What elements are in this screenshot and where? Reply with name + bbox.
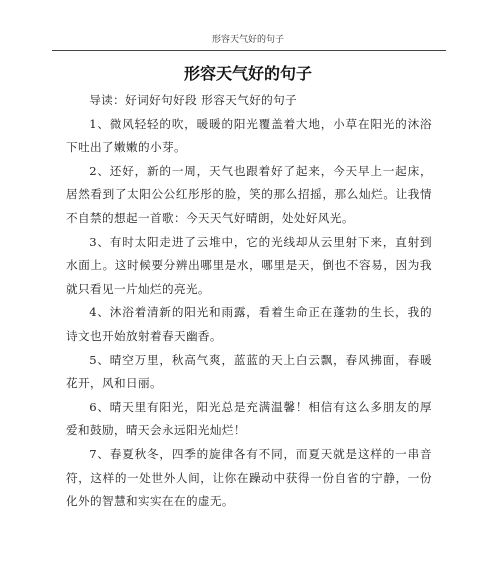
paragraph: 5、晴空万里，秋高气爽，蓝蓝的天上白云飘，春风拂面，春暖花开，风和日丽。 — [66, 352, 432, 391]
paragraph: 2、还好，新的一周，天气也跟着好了起来，今天早上一起床，居然看到了太阳公公红彤彤的脸，笑的那么招摇，那么灿烂。让我情不自禁的想起一首歌：今天天气好晴朗，处处好风光。 — [66, 163, 432, 225]
document-body — [66, 89, 432, 514]
lead-paragraph: 导读：好词好句好段 形容天气好的句子 — [89, 93, 298, 107]
paragraph: 7、春夏秋冬，四季的旋律各有不同，而夏天就是这样的一串音符，这样的一处世外人间，让你在躁动中获得一份自省的宁静，一份化外的智慧和实实在在的虚无。 — [66, 446, 432, 509]
running-header: 形容天气好的句子 — [211, 35, 284, 45]
document-title: 形容天气好的句子 — [183, 64, 312, 83]
paragraph: 3、有时太阳走进了云堆中，它的光线却从云里射下来，直射到水面上。这时候要分辨出哪里是水，哪里是天，倒也不容易，因为我就只看见一片灿烂的亮光。 — [66, 234, 432, 296]
paragraph: 4、沐浴着清新的阳光和雨露，看着生命正在蓬勃的生长，我的诗文也开始放射着春天幽香。 — [66, 305, 432, 343]
paragraph: 6、晴天里有阳光，阳光总是充满温馨！相信有这么多朋友的厚爱和鼓励，晴天会永远阳光灿烂！ — [66, 399, 432, 438]
paragraph: 1、微风轻轻的吹，暖暖的阳光覆盖着大地，小草在阳光的沐浴下吐出了嫩嫩的小芽。 — [66, 116, 432, 155]
header-divider — [52, 50, 446, 51]
